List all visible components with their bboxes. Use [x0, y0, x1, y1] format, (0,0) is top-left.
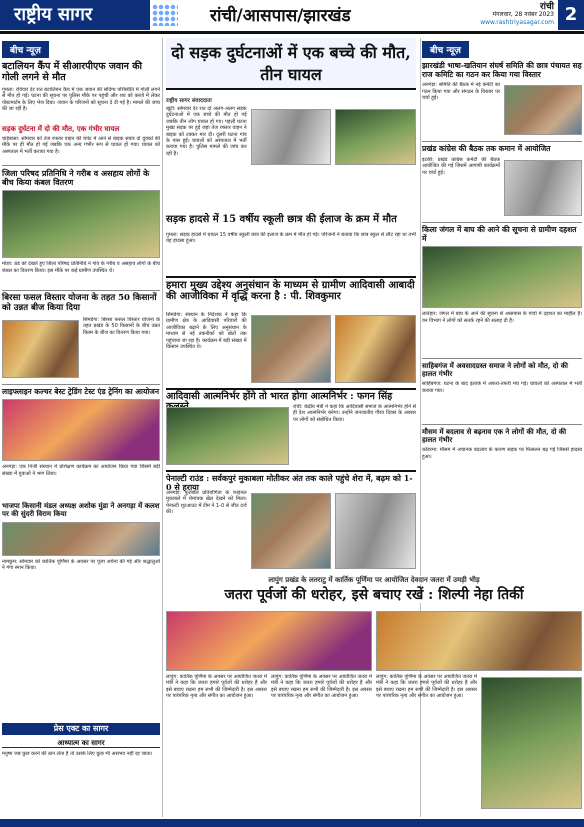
divider: [422, 222, 582, 223]
news-photo: [166, 611, 372, 671]
brand-logo: [0, 0, 150, 30]
divider: [2, 165, 160, 166]
headline: पेनाल्टी राउंड : सर्वकपुरं मुकाबला मोतीकर अंत तक काले पहुंचे शेरा में, बढ़म को 1-0 से हराया: [166, 470, 416, 492]
lead-headline: दो सड़क दुर्घटनाओं में एक बच्चे की मौत, तीन घायल: [166, 38, 416, 90]
headline: जतरा पूर्वजों की धरोहर, इसे बचाए रखें : शिल्पी नेहा तिर्की: [166, 588, 582, 603]
edition-city: रांची: [539, 2, 554, 12]
article-text: इटकी: प्रखंड कांग्रेस कमेटी की बैठक आयोजित की गई जिसमें आगामी कार्यक्रमों पर चर्चा हुई।: [422, 156, 500, 176]
page-number: 2: [558, 0, 584, 30]
section-tag: बीच न्यूज़: [422, 41, 469, 58]
article-text: सिमडेगा: संस्थान के निदेशक ने कहा कि ग्रामीण क्षेत्र के आदिवासी परिवारों की आजीविका बढ़ाने के लिए अनुसंधान के माध्यम से नई तकनीकों को खेतों तक पहुंचाया जा रहा है। कार्यक्रम में बड़ी संख्या में किसान उपस्थित थे।: [166, 312, 247, 351]
news-photo: [504, 160, 582, 216]
news-photo: [166, 407, 289, 465]
column-divider: [162, 38, 163, 817]
news-photo: [481, 677, 582, 809]
article-block: [166, 404, 416, 466]
issue-date: मंगलवार, 28 नवंबर 2023: [492, 11, 554, 18]
article-text: लातेहार: जंगल में बाघ के आने की सूचना से आसपास के गांवों में दहशत का माहौल है। वन विभाग ने लोगों को सतर्क रहने की सलाह दी है।: [422, 311, 582, 324]
headline: आदिवासी आत्मनिर्भर होंगे तो भारत होगा आत्मनिर्भर : फगन सिंह: [166, 388, 416, 413]
footer-column: [2, 739, 160, 815]
article-text: लापुंग: कार्तिक पूर्णिमा के अवसर पर आयोजित जतरा में मंत्री ने कहा कि जतरा हमारे पूर्वजों की धरोहर है और इसे बचाए रखना हम सभी की जिम्मेदारी है। इस अवसर पर पारंपरिक नृत्य और संगीत का आयोजन हुआ।: [376, 674, 477, 700]
brand-box: प्रेस एक्ट का सागर: [2, 723, 160, 735]
footer-bar: [0, 819, 584, 827]
article-text: लापुंग: कार्तिक पूर्णिमा के अवसर पर आयोजित जतरा में मंत्री ने कहा कि जतरा हमारे पूर्वजों की धरोहर है और इसे बचाए रखना हम सभी की जिम्मेदारी है। इस अवसर पर पारंपरिक नृत्य और संगीत का आयोजन हुआ।: [166, 674, 267, 700]
right-column: [422, 38, 582, 572]
headline: लाइफ्लाइन कल्चर बेस्ट ट्रेडिंग टेस्ट एंड ट्रेनिंग का आयोजन: [2, 386, 159, 396]
article-text: गुमला: सड़क हादसे में घायल 15 वर्षीय स्कूली छात्र की इलाज के क्रम में मौत हो गई। परिजनों ने बताया कि छात्र स्कूल से लौट रहा था तभी यह हादसा हुआ।: [166, 232, 416, 245]
article-text: सिमडेगा: बिरसा फसल विस्तार योजना के तहत प्रखंड के 50 किसानों के बीच उन्नत किस्म के बीज का वितरण किया गया।: [83, 316, 160, 336]
masthead-meta: [480, 3, 554, 27]
divider: [422, 358, 582, 359]
brand-name: राष्ट्रीय सागर: [14, 4, 93, 25]
article-text: अनगड़ा: फुटबॉल प्रतियोगिता के फाइनल मुकाबले में रोमांचक खेल देखने को मिला। पेनाल्टी शूटआउट में टीम ने 1-0 से जीत दर्ज की।: [166, 490, 247, 516]
news-photo: [2, 190, 160, 258]
news-photo: [504, 85, 582, 135]
headline: भाजपा किसानी मंडल अध्यक्ष अशोक मुंडा ने अनगड़ा में कलश पर की सुंदरी विराम किया: [2, 501, 160, 519]
article-text: कोडरमा: मौसम में अचानक बदलाव के कारण सड़क पर फिसलन बढ़ गई जिससे हादसा हुआ।: [422, 447, 582, 460]
headline: झारखंडी भाषा-खतियान संघर्ष समिति की छात्र पंचायत सह राज कमिटि का गठन कर किया गया विस्तार: [422, 61, 582, 79]
headline: प्रखंड कांग्रेस की बैठक तक कमान में आयोजित: [422, 144, 551, 154]
article-block: [166, 490, 416, 570]
article-text: गुमला: रविवार देर रात बटालियन कैंप में एक जवान की संदिग्ध परिस्थिति में गोली लगने से मौत हो गई। घटना की सूचना पर पुलिस मौके पर पहुंची और शव को कब्जे में लेकर पोस्टमार्टम के लिए भेज दिया। जवान के परिजनों को सूचना दे दी गई है। मामले की जांच की जा रही है।: [2, 86, 160, 113]
article-text: खूंटी: सोमवार देर रात दो अलग-अलग सड़क दुर्घटनाओं में एक बच्चे की मौत हो गई जबकि तीन लोग घायल हो गए। पहली घटना मुख्य सड़क पर हुई जहां तेज रफ्तार वाहन ने बाइक को टक्कर मार दी। दूसरी घटना गांव के पास हुई। घायलों को अस्पताल में भर्ती कराया गया है। पुलिस मामले की जांच कर रही है।: [166, 106, 247, 157]
news-photo: [335, 493, 416, 569]
article-text: अनगड़ा: समिति की बैठक में नई कमेटी का गठन किया गया और संगठन के विस्तार पर चर्चा हुई।: [422, 82, 500, 102]
headline: हमारा मुख्य उद्देश्य अनुसंधान के माध्यम से ग्रामीण आदिवासी आबादी की आजीविका में वृद्धि करना है : पी. शिवकुमार: [166, 276, 416, 302]
section-tag: बीच न्यूज़: [2, 41, 49, 58]
left-column: [2, 38, 160, 817]
news-photo: [251, 315, 332, 383]
website-link[interactable]: www.rashtriyasagar.com: [480, 19, 554, 26]
article-text: मनुष्य जब कुछ करने की ठान लेता है तो उसके लिए कुछ भी असंभव नहीं रह जाता।: [2, 751, 153, 758]
byline: राष्ट्रीय सागर संवाददाता: [166, 98, 212, 104]
divider: [422, 424, 582, 425]
headline: आध्यात्म का सागर: [2, 739, 160, 748]
news-photo: [376, 611, 582, 671]
lower-story: [166, 608, 582, 816]
article-text: चाईबासा: सोमवार को तेज रफ्तार वाहन की चपेट में आने से बाइक सवार दो युवकों की मौके पर ही मौत हो गई जबकि एक अन्य गंभीर रूप से घायल हो गया। घायल को अस्पताल में भर्ती कराया गया है।: [2, 135, 160, 155]
news-photo: [2, 522, 160, 556]
headline: सड़क दुर्घटना में दो की मौत, एक गंभीर घायल: [2, 123, 120, 133]
news-photo: [2, 320, 79, 378]
headline: मौसम में बदलाव से बढ़नाव एक ने लोगों की मौत, दो की हालत गंभीर: [422, 427, 567, 445]
headline: बिरसा फसल विस्तार योजना के तहत 50 किसानों को उन्नत बीज किया दिया: [2, 293, 157, 314]
lead-story: [166, 94, 416, 214]
news-photo: [335, 109, 416, 165]
news-photo: [251, 109, 332, 165]
dots-decoration-icon: [152, 4, 178, 26]
headline: बटालियन कैंप में सीआरपीएफ जवान की गोली लगने से मौत: [2, 61, 142, 83]
headline: जिला परिषद प्रतिनिधि ने गरीब व असहाय लोगों के बीच किया कंबल वितरण: [2, 167, 150, 188]
headline: साहिबगंज में अवसादग्रस्त समाज ने लोगों को मौत, दो की हालत गंभीर: [422, 361, 568, 379]
article-block: [166, 312, 416, 382]
news-photo: [251, 493, 332, 569]
section-title: रांची/आसपास/झारखंड: [210, 6, 351, 26]
masthead: [0, 0, 584, 34]
divider: [2, 290, 160, 291]
news-photo: [2, 399, 160, 461]
news-photo: [335, 315, 416, 383]
headline: किला जंगल में बाघ की आने की सूचना से ग्रामीण दहशत में: [422, 224, 577, 243]
subheadline: लापुंग प्रखंड के लतराटु में कार्तिक पूर्णिमा पर आयोजित देवदान जतरा में उमड़ी भीड़: [166, 576, 582, 584]
article-text: मांडर: ठंड को देखते हुए जिला परिषद प्रतिनिधि ने गांव के गरीब व असहाय लोगों के बीच कंबल का वितरण किया। इस मौके पर कई ग्रामीण उपस्थित थे।: [2, 261, 160, 274]
article-text: लापुंग: कार्तिक पूर्णिमा के अवसर पर आयोजित जतरा में मंत्री ने कहा कि जतरा हमारे पूर्वजों की धरोहर है और इसे बचाए रखना हम सभी की जिम्मेदारी है। इस अवसर पर पारंपरिक नृत्य और संगीत का आयोजन हुआ।: [271, 674, 372, 700]
headline: सड़क हादसे में 15 वर्षीय स्कूली छात्र की ईलाज के क्रम में मौत: [166, 214, 416, 225]
article-text: अनगड़ा: एक निजी संस्थान में प्रशिक्षण कार्यक्रम का आयोजन किया गया जिसमें बड़ी संख्या में युवाओं ने भाग लिया।: [2, 464, 160, 477]
article-text: नामकुम: सोमवार को कार्तिक पूर्णिमा के अवसर पर पूजा अर्चना की गई और श्रद्धालुओं ने गंगा स्नान किया।: [2, 558, 160, 571]
news-photo: [422, 246, 582, 308]
article-block: [166, 232, 416, 274]
divider: [2, 384, 160, 385]
article-text: रांची: केंद्रीय मंत्री ने कहा कि आदिवासी समाज के आत्मनिर्भर होने से ही देश आत्मनिर्भर बनेगा। उन्होंने जनजातीय गौरव दिवस के अवसर पर लोगों को संबोधित किया।: [293, 404, 416, 423]
divider: [422, 141, 582, 142]
article-text: साहिबगंज: घटना के बाद इलाके में अफरा-तफरी मच गई। घायलों को अस्पताल में भर्ती कराया गया।: [422, 381, 582, 394]
